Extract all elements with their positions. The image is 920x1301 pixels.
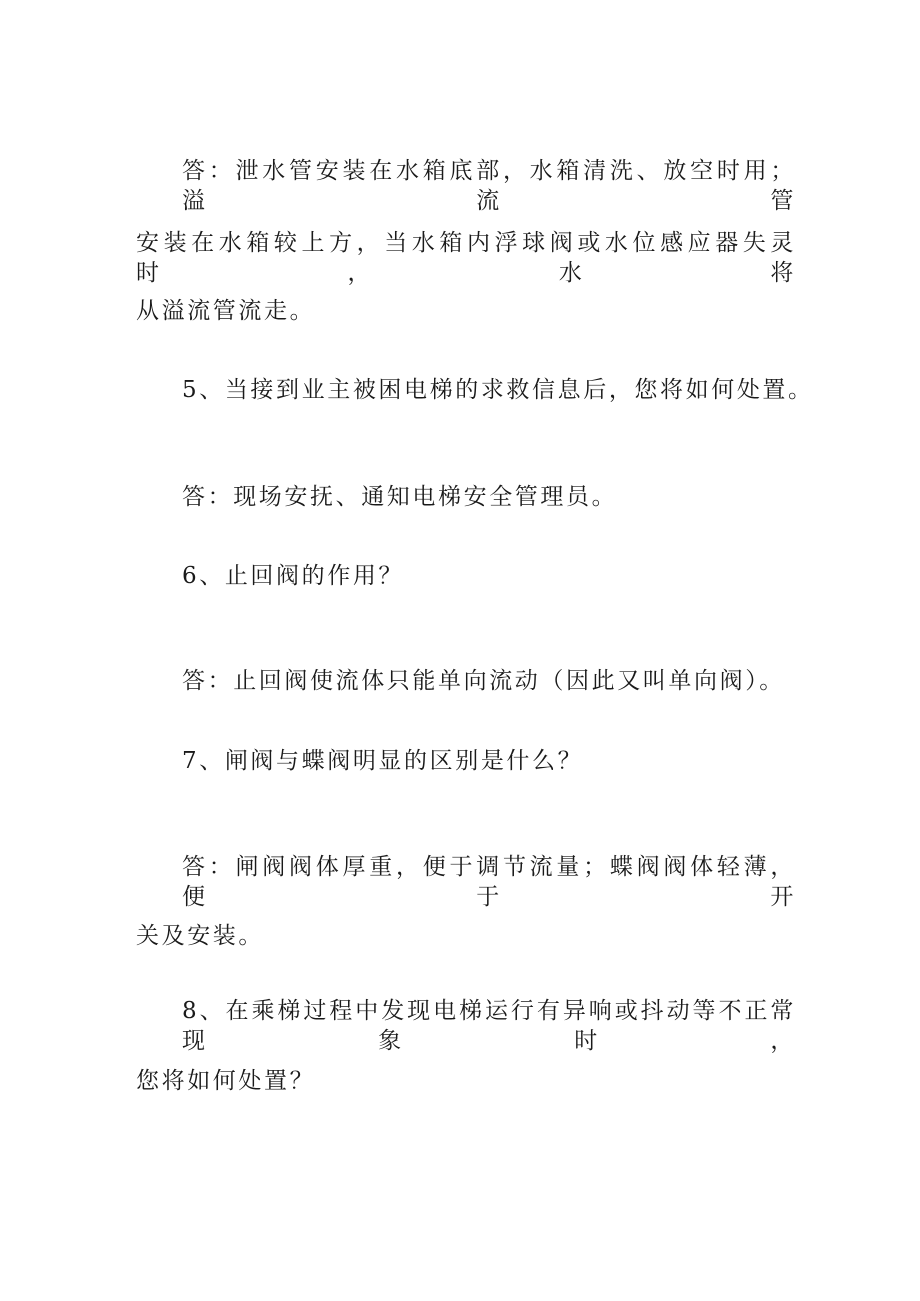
answer-4-line-2: 安装在水箱较上方，当水箱内浮球阀或水位感应器失灵时，水将	[136, 230, 796, 286]
question-5: 5、当接到业主被困电梯的求救信息后，您将如何处置。	[182, 377, 814, 403]
question-7: 7、闸阀与蝶阀明显的区别是什么？	[182, 748, 584, 774]
answer-5: 答：现场安抚、通知电梯安全管理员。	[182, 484, 618, 510]
answer-4-line-1: 答：泄水管安装在水箱底部，水箱清洗、放空时用；溢流管	[182, 158, 796, 214]
question-8-line-1: 8、在乘梯过程中发现电梯运行有异响或抖动等不正常现象时，	[182, 998, 796, 1054]
question-6: 6、止回阀的作用？	[182, 563, 405, 589]
answer-4-line-3: 从溢流管流走。	[136, 298, 316, 324]
question-8-line-2: 您将如何处置？	[136, 1068, 316, 1094]
answer-7-line-2: 关及安装。	[136, 923, 264, 949]
answer-7-line-1: 答：闸阀阀体厚重，便于调节流量；蝶阀阀体轻薄，便于开	[182, 854, 796, 910]
answer-6: 答：止回阀使流体只能单向流动（因此又叫单向阀）。	[182, 668, 785, 694]
